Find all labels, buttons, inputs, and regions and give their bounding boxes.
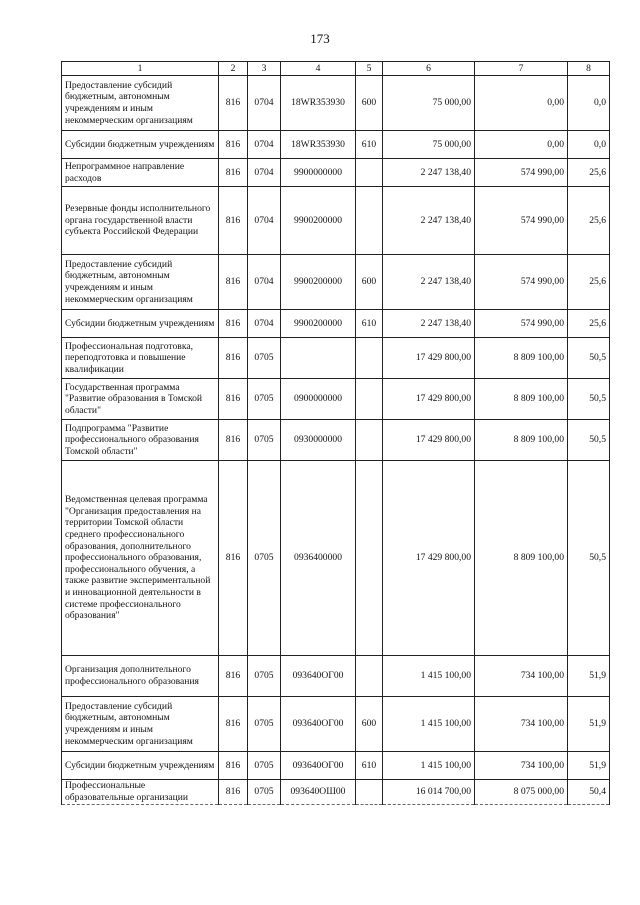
code-admin-cell: 816 xyxy=(219,420,248,461)
code-section-cell: 0705 xyxy=(248,752,281,780)
code-section-cell: 0704 xyxy=(248,131,281,159)
table-row xyxy=(62,697,610,752)
header-cell: 3 xyxy=(248,62,281,76)
amount-plan-cell: 17 429 800,00 xyxy=(383,420,475,461)
amount-actual-cell: 574 990,00 xyxy=(475,255,568,310)
table-row xyxy=(62,780,610,805)
row-name-cell: Субсидии бюджетным учреждениям xyxy=(62,752,219,780)
code-target-cell: 9900200000 xyxy=(281,310,356,338)
amount-actual-cell: 8 075 000,00 xyxy=(475,780,568,805)
row-name-cell: Предоставление субсидий бюджетным, автономным учреждениям и иным некоммерческим организациям xyxy=(62,697,219,752)
amount-plan-cell: 16 014 700,00 xyxy=(383,780,475,805)
code-target-cell: 18WR353930 xyxy=(281,131,356,159)
table-row xyxy=(62,131,610,159)
table-row xyxy=(62,255,610,310)
code-type-cell xyxy=(356,379,383,420)
code-type-cell xyxy=(356,159,383,187)
code-type-cell xyxy=(356,338,383,379)
percent-cell: 25,6 xyxy=(568,255,610,310)
header-cell: 4 xyxy=(281,62,356,76)
header-cell: 5 xyxy=(356,62,383,76)
table-row xyxy=(62,752,610,780)
code-type-cell xyxy=(356,656,383,697)
header-cell: 8 xyxy=(568,62,610,76)
amount-actual-cell: 574 990,00 xyxy=(475,187,568,255)
code-admin-cell: 816 xyxy=(219,187,248,255)
row-name-cell: Субсидии бюджетным учреждениям xyxy=(62,131,219,159)
code-section-cell: 0704 xyxy=(248,187,281,255)
code-admin-cell: 816 xyxy=(219,338,248,379)
code-type-cell: 600 xyxy=(356,255,383,310)
code-admin-cell: 816 xyxy=(219,159,248,187)
code-target-cell: 9900200000 xyxy=(281,255,356,310)
row-name-cell: Профессиональные образовательные организации xyxy=(62,780,219,805)
amount-plan-cell: 75 000,00 xyxy=(383,76,475,131)
table-row xyxy=(62,159,610,187)
code-section-cell: 0705 xyxy=(248,338,281,379)
code-admin-cell: 816 xyxy=(219,131,248,159)
code-target-cell: 0900000000 xyxy=(281,379,356,420)
code-type-cell xyxy=(356,420,383,461)
header-row xyxy=(62,62,610,76)
code-admin-cell: 816 xyxy=(219,697,248,752)
amount-plan-cell: 17 429 800,00 xyxy=(383,461,475,656)
amount-plan-cell: 75 000,00 xyxy=(383,131,475,159)
amount-plan-cell: 2 247 138,40 xyxy=(383,310,475,338)
table-row xyxy=(62,187,610,255)
code-target-cell: 9900200000 xyxy=(281,187,356,255)
code-type-cell xyxy=(356,461,383,656)
code-admin-cell: 816 xyxy=(219,379,248,420)
code-section-cell: 0705 xyxy=(248,379,281,420)
row-name-cell: Непрограммное направление расходов xyxy=(62,159,219,187)
percent-cell: 25,6 xyxy=(568,187,610,255)
code-target-cell: 18WR353930 xyxy=(281,76,356,131)
code-section-cell: 0705 xyxy=(248,780,281,805)
amount-actual-cell: 574 990,00 xyxy=(475,310,568,338)
row-name-cell: Организация дополнительного профессионального образования xyxy=(62,656,219,697)
header-cell: 6 xyxy=(383,62,475,76)
table-row xyxy=(62,379,610,420)
amount-actual-cell: 8 809 100,00 xyxy=(475,420,568,461)
amount-plan-cell: 2 247 138,40 xyxy=(383,255,475,310)
code-admin-cell: 816 xyxy=(219,255,248,310)
row-name-cell: Государственная программа "Развитие образования в Томской области" xyxy=(62,379,219,420)
code-admin-cell: 816 xyxy=(219,656,248,697)
code-section-cell: 0704 xyxy=(248,159,281,187)
code-type-cell xyxy=(356,780,383,805)
percent-cell: 51,9 xyxy=(568,697,610,752)
code-target-cell: 093640ОГ00 xyxy=(281,752,356,780)
code-admin-cell: 816 xyxy=(219,310,248,338)
code-admin-cell: 816 xyxy=(219,780,248,805)
code-section-cell: 0704 xyxy=(248,310,281,338)
amount-actual-cell: 8 809 100,00 xyxy=(475,461,568,656)
code-target-cell: 093640ОГ00 xyxy=(281,656,356,697)
percent-cell: 51,9 xyxy=(568,656,610,697)
amount-actual-cell: 8 809 100,00 xyxy=(475,338,568,379)
code-type-cell: 600 xyxy=(356,697,383,752)
percent-cell: 50,5 xyxy=(568,379,610,420)
percent-cell: 0,0 xyxy=(568,131,610,159)
amount-actual-cell: 734 100,00 xyxy=(475,752,568,780)
amount-actual-cell: 574 990,00 xyxy=(475,159,568,187)
table-row xyxy=(62,461,610,656)
row-name-cell: Профессиональная подготовка, переподготовка и повышение квалификации xyxy=(62,338,219,379)
amount-actual-cell: 8 809 100,00 xyxy=(475,379,568,420)
amount-actual-cell: 734 100,00 xyxy=(475,656,568,697)
row-name-cell: Резервные фонды исполнительного органа государственной власти субъекта Российской Федерации xyxy=(62,187,219,255)
amount-plan-cell: 1 415 100,00 xyxy=(383,697,475,752)
code-section-cell: 0705 xyxy=(248,461,281,656)
percent-cell: 50,5 xyxy=(568,338,610,379)
header-cell: 2 xyxy=(219,62,248,76)
percent-cell: 50,4 xyxy=(568,780,610,805)
percent-cell: 25,6 xyxy=(568,159,610,187)
code-section-cell: 0705 xyxy=(248,697,281,752)
code-target-cell: 0930000000 xyxy=(281,420,356,461)
code-target-cell: 0936400000 xyxy=(281,461,356,656)
code-type-cell: 610 xyxy=(356,752,383,780)
amount-actual-cell: 734 100,00 xyxy=(475,697,568,752)
percent-cell: 50,5 xyxy=(568,461,610,656)
percent-cell: 25,6 xyxy=(568,310,610,338)
code-target-cell: 093640ОШ00 xyxy=(281,780,356,805)
code-type-cell: 610 xyxy=(356,310,383,338)
table-row xyxy=(62,338,610,379)
amount-plan-cell: 1 415 100,00 xyxy=(383,656,475,697)
table-row xyxy=(62,76,610,131)
code-type-cell: 610 xyxy=(356,131,383,159)
code-admin-cell: 816 xyxy=(219,76,248,131)
amount-actual-cell: 0,00 xyxy=(475,131,568,159)
code-type-cell xyxy=(356,187,383,255)
code-section-cell: 0705 xyxy=(248,420,281,461)
page-number: 173 xyxy=(310,31,330,46)
code-section-cell: 0704 xyxy=(248,255,281,310)
row-name-cell: Подпрограмма "Развитие профессионального образования Томской области" xyxy=(62,420,219,461)
percent-cell: 50,5 xyxy=(568,420,610,461)
amount-plan-cell: 17 429 800,00 xyxy=(383,338,475,379)
row-name-cell: Ведомственная целевая программа "Организация предоставления на территории Томской области среднего профессионального образования, дополнительного профессионального образования, профессионального обучения, а также развитие экспериментальной и инновационной деятельности в системе профессионального образования" xyxy=(62,461,219,656)
amount-actual-cell: 0,00 xyxy=(475,76,568,131)
code-admin-cell: 816 xyxy=(219,752,248,780)
table-row xyxy=(62,420,610,461)
code-section-cell: 0705 xyxy=(248,656,281,697)
amount-plan-cell: 2 247 138,40 xyxy=(383,159,475,187)
code-type-cell: 600 xyxy=(356,76,383,131)
row-name-cell: Субсидии бюджетным учреждениям xyxy=(62,310,219,338)
code-admin-cell: 816 xyxy=(219,461,248,656)
row-name-cell: Предоставление субсидий бюджетным, автономным учреждениям и иным некоммерческим организациям xyxy=(62,76,219,131)
table-body xyxy=(62,76,610,805)
amount-plan-cell: 1 415 100,00 xyxy=(383,752,475,780)
code-target-cell: 9900000000 xyxy=(281,159,356,187)
code-target-cell: 093640ОГ00 xyxy=(281,697,356,752)
table-row xyxy=(62,656,610,697)
percent-cell: 51,9 xyxy=(568,752,610,780)
table-row xyxy=(62,310,610,338)
code-target-cell xyxy=(281,338,356,379)
percent-cell: 0,0 xyxy=(568,76,610,131)
header-cell: 7 xyxy=(475,62,568,76)
amount-plan-cell: 17 429 800,00 xyxy=(383,379,475,420)
header-cell: 1 xyxy=(62,62,219,76)
budget-table xyxy=(61,61,610,805)
row-name-cell: Предоставление субсидий бюджетным, автономным учреждениям и иным некоммерческим организациям xyxy=(62,255,219,310)
amount-plan-cell: 2 247 138,40 xyxy=(383,187,475,255)
code-section-cell: 0704 xyxy=(248,76,281,131)
